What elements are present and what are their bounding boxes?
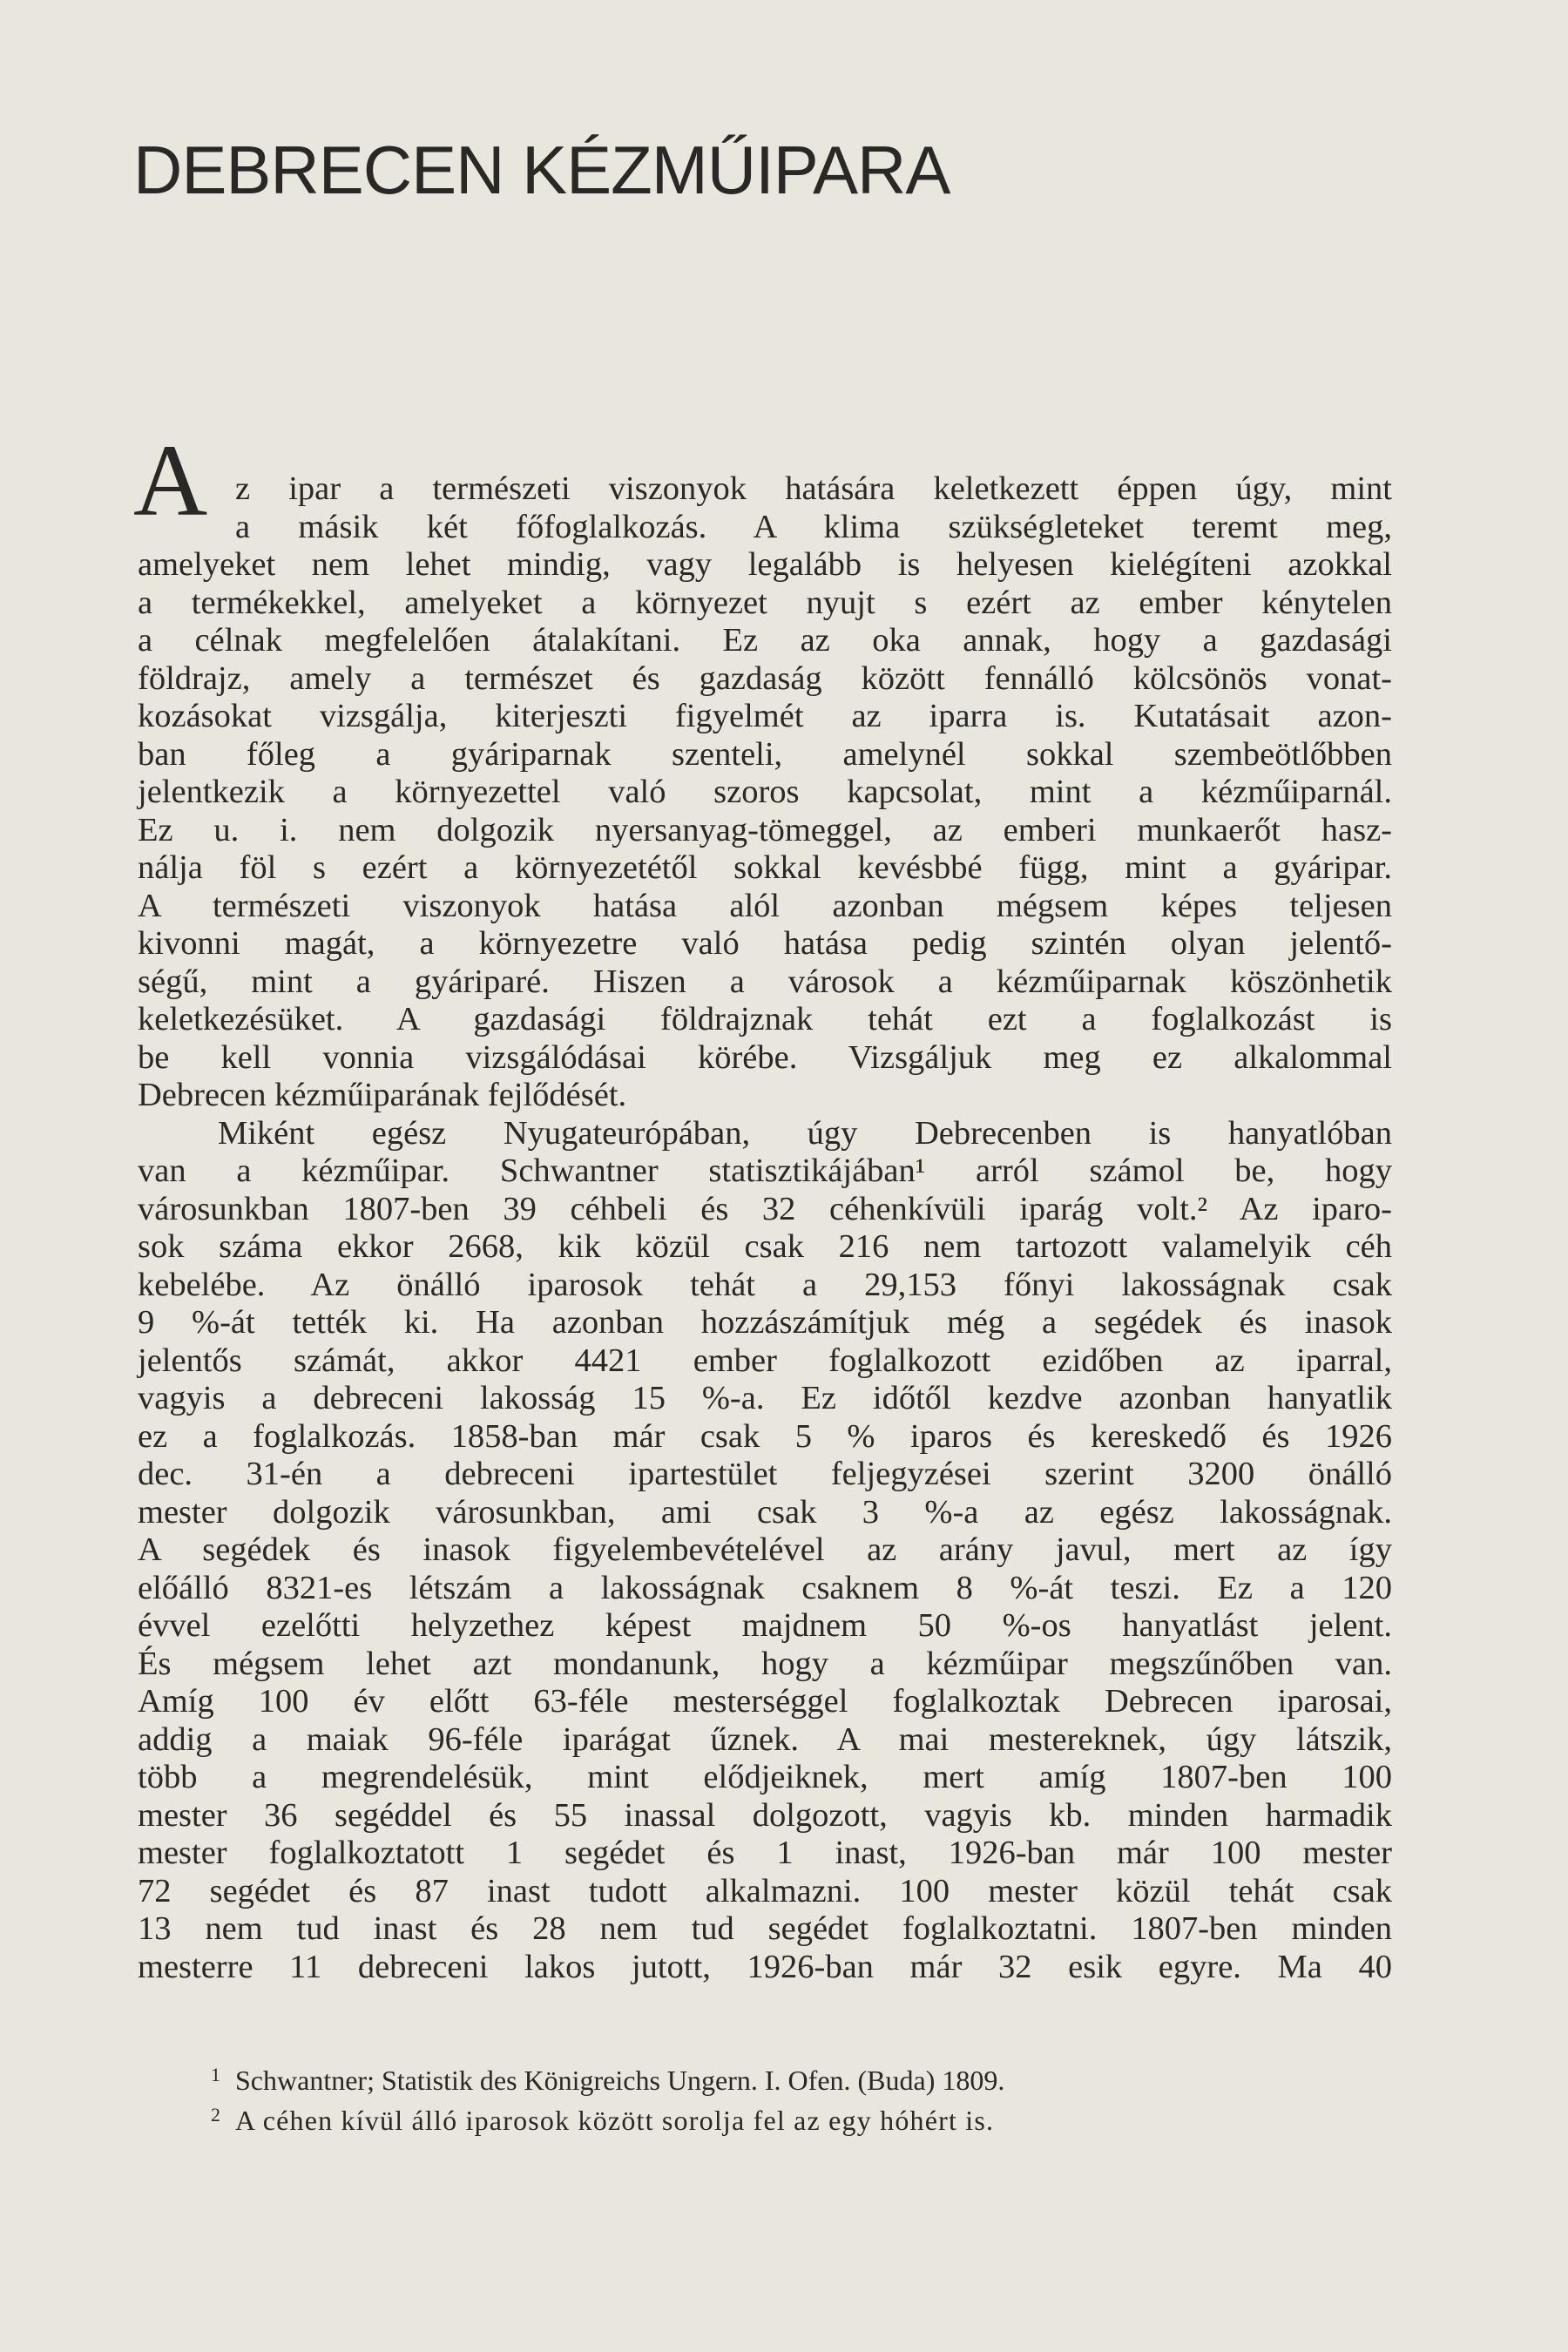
text-line: földrajz, amely a természet és gazdaság között fennálló kölcsönös vonat- — [138, 659, 1392, 697]
text-line: jelentkezik a környezettel való szoros kapcsolat, mint a kézműiparnál. — [138, 774, 1392, 810]
paragraph-2 — [138, 1115, 1392, 1987]
text-line: ségű, mint a gyáriparé. Hiszen a városok a kézműiparnak köszönhetik — [138, 963, 1392, 1000]
text-line: évvel ezelőtti helyzethez képest majdnem 50 %-os hanyatlást jelent. — [138, 1607, 1392, 1644]
text-line: jelentős számát, akkor 4421 ember foglalkozott ezidőben az iparral, — [138, 1342, 1392, 1379]
text-line: Debrecen kézműiparának fejlődését. — [138, 1077, 627, 1113]
text-line: kebelébe. Az önálló iparosok tehát a 29,153 főnyi lakosságnak csak — [138, 1266, 1392, 1303]
text-line: előálló 8321-es létszám a lakosságnak csaknem 8 %-át teszi. Ez a 120 — [138, 1569, 1392, 1606]
footnote-number: 1 — [211, 2064, 220, 2085]
text-line: a másik két főfoglalkozás. A klima szükségleteket teremt meg, — [235, 508, 1392, 545]
text-line: dec. 31-én a debreceni ipartestület feljegyzései szerint 3200 önálló — [138, 1456, 1392, 1492]
text-line: vagyis a debreceni lakosság 15 %-a. Ez időtől kezdve azonban hanyatlik — [138, 1380, 1392, 1416]
text-line: városunkban 1807-ben 39 céhbeli és 32 céhenkívüli iparág volt.² Az iparo- — [138, 1190, 1392, 1227]
footnote-number: 2 — [211, 2104, 222, 2126]
text-line: mester 36 segéddel és 55 inassal dolgozott, vagyis kb. minden harmadik — [138, 1796, 1392, 1834]
drop-cap: A — [133, 423, 208, 537]
text-line: A segédek és inasok figyelembevételével az arány javul, mert az így — [138, 1531, 1392, 1568]
footnotes — [211, 2058, 1394, 2138]
text-line: ban főleg a gyáriparnak szenteli, amelynél sokkal szembeötlőbben — [138, 735, 1392, 773]
text-line: nálja föl s ezért a környezetétől sokkal kevésbbé függ, mint a gyáripar. — [138, 849, 1392, 886]
text-line: z ipar a természeti viszonyok hatására keletkezett éppen úgy, mint — [235, 470, 1392, 507]
text-line: a célnak megfelelően átalakítani. Ez az oka annak, hogy a gazdasági — [138, 622, 1392, 659]
text-line: ez a foglalkozás. 1858-ban már csak 5 % iparos és kereskedő és 1926 — [138, 1417, 1392, 1455]
text-line: mesterre 11 debreceni lakos jutott, 1926-ban már 32 esik egyre. Ma 40 — [138, 1948, 1392, 1985]
text-line: kivonni magát, a környezetre való hatása pedig szintén olyan jelentő- — [138, 925, 1392, 962]
footnote — [211, 2098, 1394, 2138]
paragraph-1 — [138, 470, 1392, 1115]
text-line: Ez u. i. nem dolgozik nyersanyag-tömeggel, az emberi munkaerőt hasz- — [138, 811, 1392, 848]
text-line: addig a maiak 96-féle iparágat űznek. A mai mestereknek, úgy látszik, — [138, 1720, 1392, 1758]
text-line: több a megrendelésük, mint elődjeiknek, mert amíg 1807-ben 100 — [138, 1759, 1392, 1795]
footnote-text: Schwantner; Statistik des Königreichs Ungern. I. Ofen. (Buda) 1809. — [235, 2065, 1005, 2096]
text-line: A természeti viszonyok hatása alól azonban mégsem képes teljesen — [138, 887, 1392, 924]
text-line: kozásokat vizsgálja, kiterjeszti figyelmét az iparra is. Kutatásait azon- — [138, 698, 1392, 734]
text-line: 72 segédet és 87 inast tudott alkalmazni. 100 mester közül tehát csak — [138, 1872, 1392, 1909]
text-line: Amíg 100 év előtt 63-féle mesterséggel foglalkoztak Debrecen iparosai, — [138, 1683, 1392, 1720]
page-title: DEBRECEN KÉZMŰIPARA — [133, 132, 950, 208]
text-line: És mégsem lehet azt mondanunk, hogy a kézműipar megszűnőben van. — [138, 1645, 1392, 1682]
footnote-text: A céhen kívül álló iparosok között sorolja fel az egy hóhért is. — [235, 2105, 995, 2136]
text-line: 9 %-át tették ki. Ha azonban hozzászámítjuk még a segédek és inasok — [138, 1304, 1392, 1341]
text-line: mester dolgozik városunkban, ami csak 3 %-a az egész lakosságnak. — [138, 1493, 1392, 1531]
text-line: sok száma ekkor 2668, kik közül csak 216 nem tartozott valamelyik céh — [138, 1228, 1392, 1265]
text-line: a termékekkel, amelyeket a környezet nyujt s ezért az ember kénytelen — [138, 584, 1392, 621]
text-line: be kell vonnia vizsgálódásai körébe. Vizsgáljuk meg ez alkalommal — [138, 1038, 1392, 1076]
footnote — [211, 2058, 1394, 2098]
text-line: mester foglalkoztatott 1 segédet és 1 inast, 1926-ban már 100 mester — [138, 1835, 1392, 1871]
text-line: van a kézműipar. Schwantner statisztikájában¹ arról számol be, hogy — [138, 1152, 1392, 1189]
text-line: Miként egész Nyugateurópában, úgy Debrecenben is hanyatlóban — [218, 1114, 1392, 1152]
text-line: amelyeket nem lehet mindig, vagy legalább is helyesen kielégíteni azokkal — [138, 546, 1392, 583]
text-line: keletkezésüket. A gazdasági földrajznak tehát ezt a foglalkozást is — [138, 1001, 1392, 1037]
text-line: 13 nem tud inast és 28 nem tud segédet foglalkoztatni. 1807-ben minden — [138, 1910, 1392, 1947]
body-text — [138, 470, 1392, 1986]
